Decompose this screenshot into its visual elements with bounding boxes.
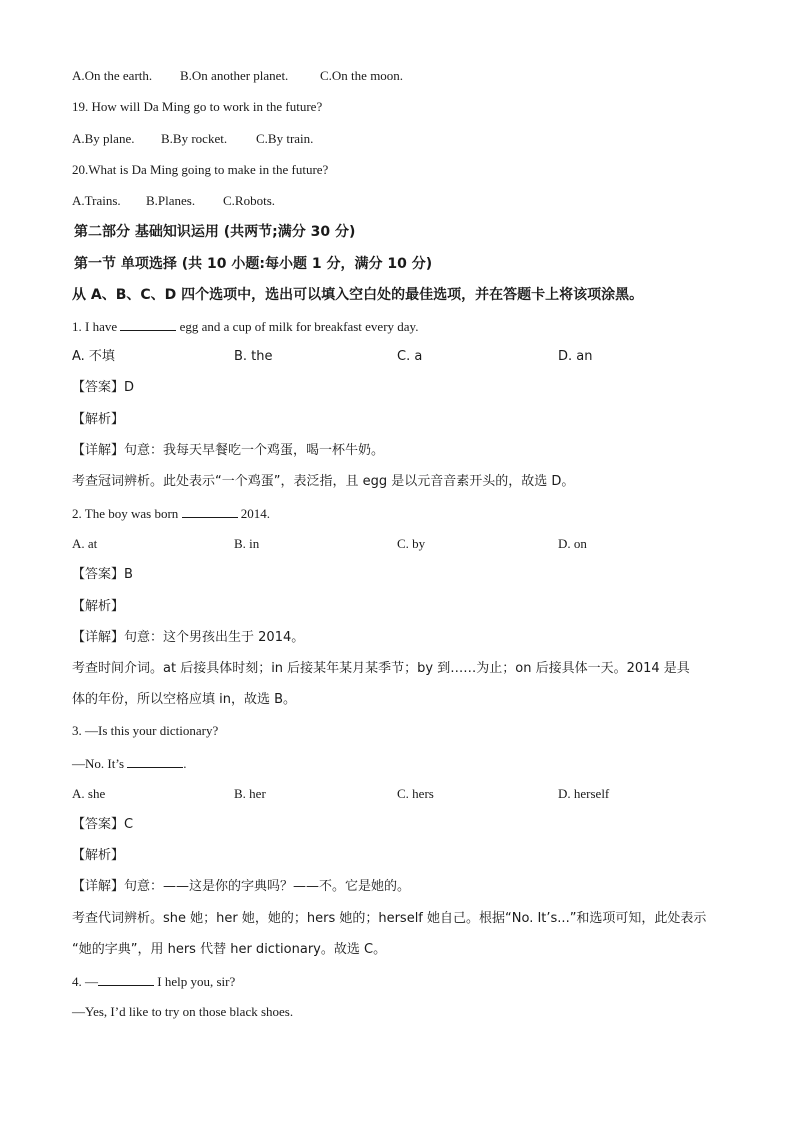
q3-answer-label: 【答案】	[72, 817, 125, 832]
q2-explanation-2: 体的年份，所以空格应填 in，故选 B。	[72, 692, 297, 707]
q3-detail-label: 【详解】	[72, 879, 125, 894]
q2-stem	[72, 504, 270, 523]
q3-option-d: D. herself	[558, 786, 610, 801]
q3-stem-before: —No. It’s	[72, 756, 128, 771]
q1-stem-after: egg and a cup of milk for breakfast every day.	[176, 319, 419, 334]
q2-answer-label: 【答案】	[72, 567, 125, 582]
q18-option-c: C.On the moon.	[320, 68, 404, 83]
q19-stem: 19. How will Da Ming go to work in the future?	[72, 99, 323, 114]
q2-detail	[72, 629, 304, 647]
q4-stem-line2: —Yes, I’d like to try on those black shoes.	[72, 1004, 294, 1019]
q3-analysis-label: 【解析】	[72, 848, 125, 863]
q1-answer-label: 【答案】	[72, 380, 125, 395]
q1-stem-before: 1. I have	[72, 319, 121, 334]
q19-option-c: C.By train.	[256, 131, 314, 146]
q2-stem-after: 2014.	[237, 506, 271, 521]
q1-option-c: C. a	[397, 349, 423, 364]
q19-option-a: A.By plane.	[72, 131, 135, 146]
q1-detail-text: 句意：我每天早餐吃一个鸡蛋，喝一杯牛奶。	[124, 443, 385, 458]
q19-option-b: B.By rocket.	[161, 131, 228, 146]
q1-detail-label: 【详解】	[72, 443, 125, 458]
q1-answer-value: D	[124, 380, 135, 395]
q1-blank	[120, 317, 176, 331]
q4-stem-before: 4. —	[72, 974, 98, 989]
q2-option-d: D. on	[558, 536, 587, 551]
q3-answer	[72, 816, 133, 834]
q4-stem-after: I help you, sir?	[154, 974, 236, 989]
section1-title: 第一节 单项选择 (共 10 小题:每小题 1 分，满分 10 分)	[74, 256, 433, 272]
q2-detail-label: 【详解】	[72, 630, 125, 645]
q1-detail	[72, 442, 384, 460]
q18-option-a: A.On the earth.	[72, 68, 153, 83]
q1-analysis-label: 【解析】	[72, 412, 125, 427]
q2-option-b: B. in	[234, 536, 260, 551]
q4-stem-line1	[72, 972, 235, 991]
q3-option-c: C. hers	[397, 786, 434, 801]
q3-answer-value: C	[124, 817, 134, 832]
q2-option-c: C. by	[397, 536, 426, 551]
q1-explanation: 考查冠词辨析。此处表示“一个鸡蛋”，表泛指，且 egg 是以元音音素开头的，故选 D。	[72, 474, 575, 489]
q1-stem	[72, 317, 418, 336]
q2-option-a: A. at	[72, 536, 98, 551]
q1-option-b: B. the	[234, 349, 273, 364]
q20-option-c: C.Robots.	[223, 193, 276, 208]
part2-title: 第二部分 基础知识运用 (共两节;满分 30 分)	[74, 224, 356, 240]
q2-explanation-1: 考查时间介词。at 后接具体时刻；in 后接某年某月某季节；by 到……为止；on 后接具体一天。2014 是具	[72, 661, 690, 676]
q20-option-b: B.Planes.	[146, 193, 196, 208]
q2-detail-text: 句意：这个男孩出生于 2014。	[124, 630, 305, 645]
q3-stem-line2	[72, 754, 187, 773]
q3-stem-line1: 3. —Is this your dictionary?	[72, 723, 219, 738]
q3-option-a: A. she	[72, 786, 106, 801]
q3-detail	[72, 878, 410, 896]
q3-option-b: B. her	[234, 786, 266, 801]
q3-blank	[127, 754, 183, 768]
q4-blank	[98, 972, 154, 986]
q2-answer	[72, 566, 133, 584]
q2-answer-value: B	[124, 567, 133, 582]
q1-answer	[72, 379, 134, 397]
q20-stem: 20.What is Da Ming going to make in the future?	[72, 162, 329, 177]
q18-option-b: B.On another planet.	[180, 68, 289, 83]
q1-option-d: D. an	[558, 349, 593, 364]
section1-instruction: 从 A、B、C、D 四个选项中，选出可以填入空白处的最佳选项，并在答题卡上将该项涂黑。	[72, 287, 644, 303]
q3-explanation-2: “她的字典”，用 hers 代替 her dictionary。故选 C。	[72, 942, 387, 957]
q3-stem-after: .	[183, 756, 187, 771]
q20-option-a: A.Trains.	[72, 193, 121, 208]
q3-detail-text: 句意：——这是你的字典吗？——不。它是她的。	[124, 879, 411, 894]
q3-explanation-1: 考查代词辨析。she 她；her 她，她的；hers 她的；herself 她自己。根据“No. It’s...”和选项可知，此处表示	[72, 911, 707, 926]
q2-analysis-label: 【解析】	[72, 599, 125, 614]
q1-option-a: A. 不填	[72, 349, 115, 364]
q2-stem-before: 2. The boy was born	[72, 506, 182, 521]
q2-blank	[182, 504, 238, 518]
